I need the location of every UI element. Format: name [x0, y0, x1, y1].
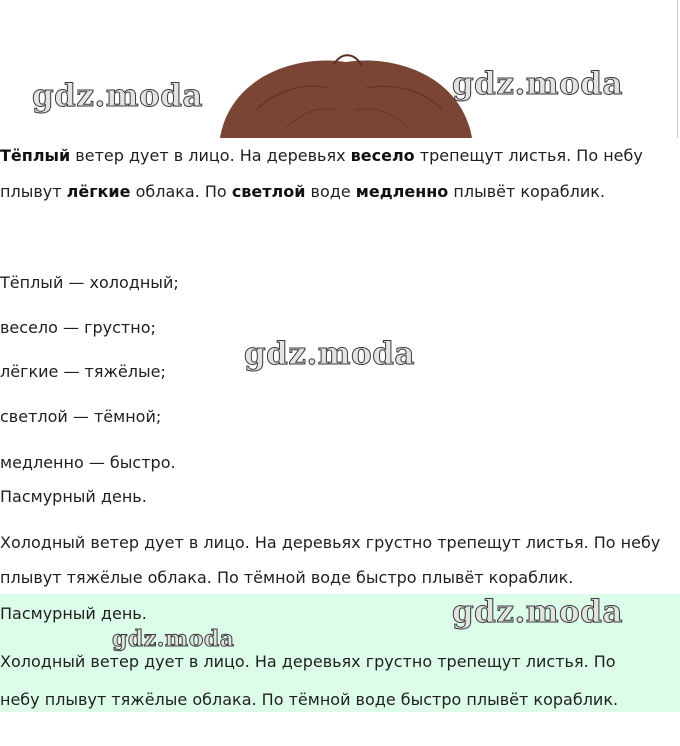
answer-text-line: Холодный ветер дует в лицо. На деревьях грустно трепещут листья. По небу: [0, 533, 661, 552]
text-segment: облака. По: [130, 182, 232, 201]
head-hair-illustration: [216, 40, 476, 138]
bold-word: светлой: [231, 182, 306, 201]
answer-text-line: Холодный ветер дует в лицо. На деревьях грустно трепещут листья. По: [0, 652, 616, 671]
watermark-logo: gdz.moda: [32, 78, 203, 114]
bold-word: лёгкие: [66, 182, 131, 201]
antonym-pair: светлой — тёмной;: [0, 407, 162, 426]
original-text-line-1: [0, 146, 643, 166]
answer-text-line: плывут тяжёлые облака. По тёмной воде быстро плывёт кораблик.: [0, 568, 574, 587]
watermark-logo: gdz.moda: [112, 626, 235, 652]
bold-word: медленно: [355, 182, 449, 201]
scroll-edge: [677, 0, 678, 138]
watermark-logo: gdz.moda: [244, 336, 415, 372]
original-text-line-2: [0, 182, 605, 202]
answer-title: Пасмурный день.: [0, 604, 147, 623]
text-segment: трепещут листья. По небу: [414, 146, 643, 165]
antonym-pair: весело — грустно;: [0, 318, 156, 337]
antonym-pair: медленно — быстро.: [0, 453, 176, 472]
watermark-logo: gdz.moda: [452, 594, 623, 630]
antonym-pair: лёгкие — тяжёлые;: [0, 362, 166, 381]
watermark-logo: gdz.moda: [452, 66, 623, 102]
bold-word: весело: [350, 146, 415, 165]
text-segment: воде: [305, 182, 356, 201]
text-segment: плывёт кораблик.: [448, 182, 606, 201]
answer-title: Пасмурный день.: [0, 487, 147, 506]
bold-word: Тёплый: [0, 146, 71, 165]
answer-text-line: небу плывут тяжёлые облака. По тёмной воде быстро плывёт кораблик.: [0, 690, 619, 709]
antonym-pair: Тёплый — холодный;: [0, 273, 179, 292]
text-segment: плывут: [0, 182, 67, 201]
text-segment: ветер дует в лицо. На деревьях: [70, 146, 351, 165]
